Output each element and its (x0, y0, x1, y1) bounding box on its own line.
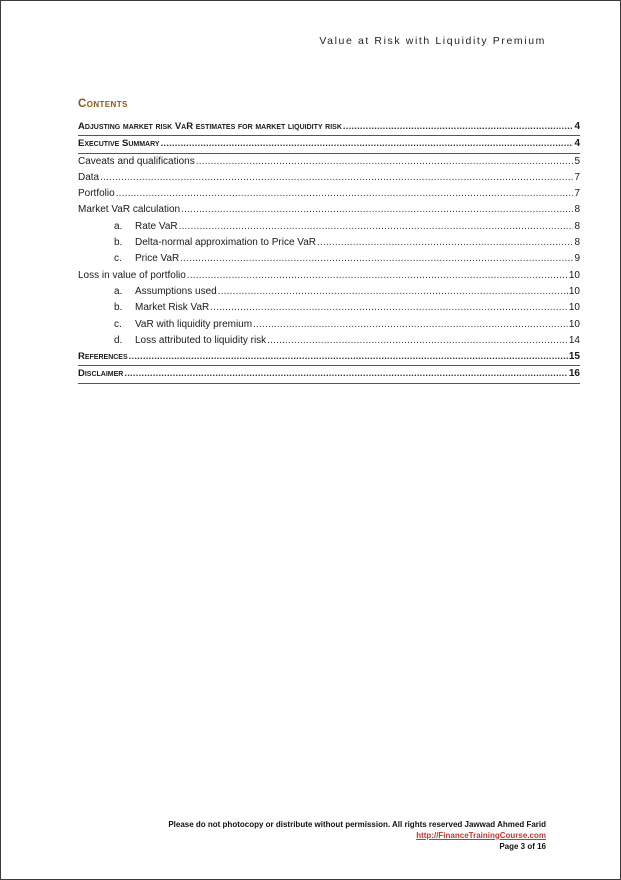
toc-entry[interactable] (78, 202, 580, 218)
toc-entry-label: VaR with liquidity premium (135, 318, 253, 330)
toc-entry-page: 14 (568, 334, 580, 346)
toc-entry-page: 7 (574, 171, 580, 183)
toc-leader-dots (181, 202, 573, 218)
toc-entry-letter: a. (114, 285, 123, 297)
toc-entry-page: 9 (574, 253, 580, 265)
toc-entry-label: Disclaimer (78, 368, 124, 380)
toc-entry-page: 5 (574, 155, 580, 167)
toc-entry-page: 8 (574, 204, 580, 216)
copyright-notice: Please do not photocopy or distribute without permission. All rights reserved Jawwad Ahmed Farid (168, 820, 546, 829)
toc-entry-label: References (78, 351, 128, 363)
toc-entry-label: Portfolio (78, 188, 115, 200)
toc-entry[interactable] (78, 333, 580, 349)
page-header-title: Value at Risk with Liquidity Premium (319, 35, 546, 47)
toc-entry-page: 8 (574, 220, 580, 232)
toc-leader-dots (129, 349, 568, 365)
website-link[interactable]: http://FinanceTrainingCourse.com (416, 831, 546, 840)
toc-leader-dots (116, 186, 574, 202)
toc-entry-letter: d. (114, 334, 123, 346)
toc-entry[interactable] (78, 136, 580, 153)
toc-entry-label: Adjusting market risk VaR estimates for market liquidity risk (78, 121, 342, 132)
toc-leader-dots (210, 300, 568, 316)
toc-entry[interactable] (78, 154, 580, 170)
toc-entry-letter: c. (114, 318, 122, 330)
toc-entry[interactable] (78, 366, 580, 383)
toc-entry-label: Price VaR (135, 253, 180, 265)
toc-entry-letter: b. (114, 237, 123, 249)
toc-entry-label: Market VaR calculation (78, 204, 181, 216)
toc-entry[interactable] (78, 300, 580, 316)
toc-leader-dots (253, 317, 568, 333)
toc-entry-label: Loss in value of portfolio (78, 269, 186, 281)
toc-entry-label: Loss attributed to liquidity risk (135, 334, 267, 346)
toc-leader-dots (179, 219, 574, 235)
toc-entry[interactable] (78, 170, 580, 186)
toc-entry-page: 15 (568, 351, 580, 363)
page-footer (168, 819, 546, 852)
toc-entry-label: Rate VaR (135, 220, 178, 232)
toc-entry-page: 10 (568, 318, 580, 330)
toc-entry[interactable] (78, 186, 580, 202)
toc-entry[interactable] (78, 317, 580, 333)
toc-entry-letter: b. (114, 302, 123, 314)
toc-leader-dots (180, 251, 573, 267)
toc-entry-page: 8 (574, 237, 580, 249)
toc-entry-letter: c. (114, 253, 122, 265)
toc-entry[interactable] (78, 268, 580, 284)
toc-leader-dots (161, 136, 574, 152)
toc-entry-page: 10 (568, 285, 580, 297)
toc-entry-page: 16 (568, 368, 580, 380)
toc-entry-label: Data (78, 171, 100, 183)
page-number: Page 3 of 16 (499, 842, 546, 851)
toc-entry-label: Assumptions used (135, 285, 217, 297)
toc-entry-page: 4 (574, 138, 580, 150)
toc-leader-dots (196, 154, 574, 170)
toc-leader-dots (317, 235, 573, 251)
toc-leader-dots (218, 284, 568, 300)
toc-entry[interactable] (78, 349, 580, 366)
toc-leader-dots (343, 119, 574, 135)
toc-entry[interactable] (78, 219, 580, 235)
toc-entry-label: Market Risk VaR (135, 302, 210, 314)
toc-leader-dots (124, 366, 568, 382)
toc-entry-page: 10 (568, 302, 580, 314)
toc-leader-dots (267, 333, 568, 349)
toc-entry[interactable] (78, 119, 580, 136)
toc-entry-page: 4 (574, 121, 580, 132)
toc-leader-dots (100, 170, 573, 186)
toc-entry-page: 7 (574, 188, 580, 200)
toc-entry-letter: a. (114, 220, 123, 232)
toc-entry[interactable] (78, 251, 580, 267)
table-of-contents (78, 119, 580, 384)
toc-entry-label: Delta-normal approximation to Price VaR (135, 237, 317, 249)
toc-entry-label: Caveats and qualifications (78, 155, 195, 167)
toc-entry-label: Executive Summary (78, 138, 160, 150)
toc-entry[interactable] (78, 284, 580, 300)
contents-heading: Contents (78, 98, 128, 110)
toc-entry[interactable] (78, 235, 580, 251)
toc-leader-dots (187, 268, 568, 284)
toc-entry-page: 10 (568, 269, 580, 281)
